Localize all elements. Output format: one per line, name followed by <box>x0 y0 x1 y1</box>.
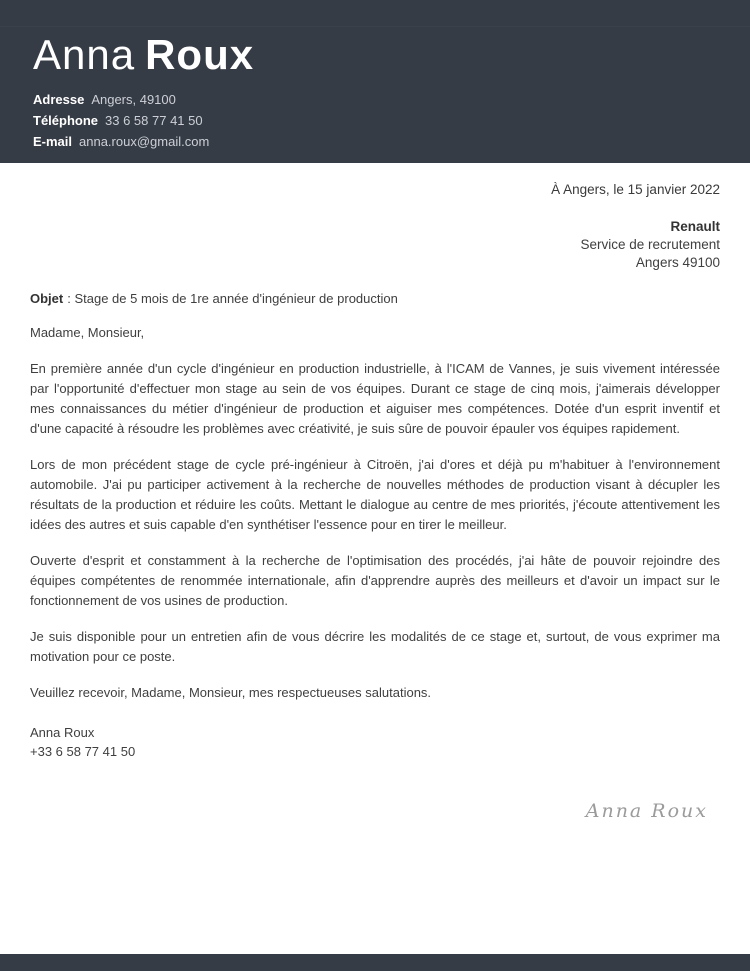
letter-body <box>0 180 750 821</box>
paragraph-2: Lors de mon précédent stage de cycle pré-ingénieur à Citroën, j'ai d'ores et déjà pu m'habituer à l'environnement automobile. J'ai pu participer activement à la recherche de nouvelles méthodes de production visant à décupler les résultats de la production et réduire les coûts. Mettant le dialogue au centre de mes priorités, j'écoute attentivement les idées des autres et suis capable d'en synthétiser l'essence pour en tirer le meilleur. <box>30 457 720 532</box>
signer-phone: +33 6 58 77 41 50 <box>30 744 136 759</box>
phone-label: Téléphone <box>33 113 99 129</box>
subject-text: : Stage de 5 mois de 1re année d'ingénieur de production <box>67 291 398 306</box>
contact-row-phone <box>33 110 717 131</box>
first-name: Anna <box>33 31 136 78</box>
page-title <box>33 0 717 77</box>
phone-value: 33 6 58 77 41 50 <box>105 113 203 129</box>
handwritten-signature: Anna Roux <box>585 800 708 822</box>
signer-block <box>30 723 720 761</box>
email-value: anna.roux@gmail.com <box>79 134 210 150</box>
subject-label: Objet <box>30 291 64 306</box>
date-line: À Angers, le 15 janvier 2022 <box>551 182 720 197</box>
contact-row-email <box>33 131 717 152</box>
last-name: Roux <box>145 31 255 78</box>
address-label: Adresse <box>33 92 85 108</box>
contact-row-address <box>33 89 717 110</box>
recipient-block <box>30 218 720 272</box>
contact-info <box>33 89 717 152</box>
recipient-department: Service de recrutement <box>580 237 720 252</box>
address-value: Angers, 49100 <box>91 92 176 108</box>
paragraph-3: Ouverte d'esprit et constamment à la recherche de l'optimisation des procédés, j'ai hâte de pouvoir rejoindre des équipes compétentes de renommée internationale, afin d'apprendre auprès des meilleurs et d'avoir un impact sur le fonctionnement de vos usines de production. <box>30 553 720 608</box>
email-label: E-mail <box>33 134 73 150</box>
closing-line: Veuillez recevoir, Madame, Monsieur, mes respectueuses salutations. <box>30 685 432 700</box>
footer-bar <box>0 954 750 971</box>
letter-header <box>0 0 750 163</box>
signer-name: Anna Roux <box>30 725 95 740</box>
recipient-company: Renault <box>670 219 720 234</box>
subject-line <box>30 289 720 309</box>
paragraph-1: En première année d'un cycle d'ingénieur en production industrielle, à l'ICAM de Vannes, je suis vivement intéressée par l'opportunité d'effectuer mon stage au sein de vos équipes. Durant ce stage de cinq mois, j'aimerais développer mes connaissances du métier d'ingénieur de production et aiguiser mes compétences. Dotée d'un esprit inventif et d'une capacité à résoudre les problèmes avec créativité, je suis sûre de pouvoir épauler vos équipes rapidement. <box>30 361 720 436</box>
salutation: Madame, Monsieur, <box>30 325 145 340</box>
recipient-city: Angers 49100 <box>635 255 720 270</box>
paragraph-4: Je suis disponible pour un entretien afin de vous décrire les modalités de ce stage et, surtout, de vous exprimer ma motivation pour ce poste. <box>30 629 720 664</box>
header-divider <box>0 26 750 27</box>
